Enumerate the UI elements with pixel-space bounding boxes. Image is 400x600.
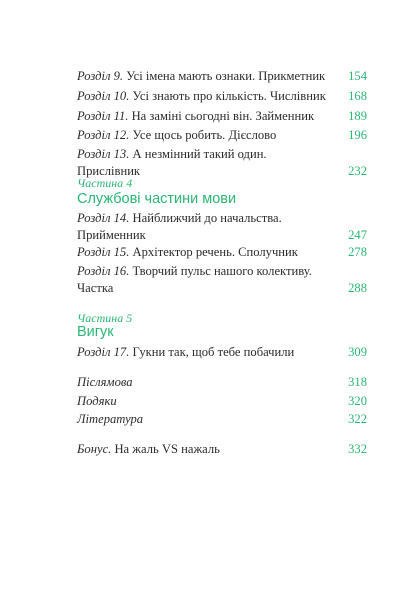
chapter-title: Архітектор речень. Сполучник	[129, 245, 298, 259]
part-5-label: Частина 5	[77, 311, 133, 325]
part-5-title: Вигук	[77, 324, 114, 340]
chapter-title: На заміні сьогодні він. Займенник	[128, 109, 315, 123]
chapter-title: А незмінний такий один. Прислівник	[77, 147, 267, 178]
toc-entry-text	[77, 441, 367, 458]
page-number: 320	[348, 394, 367, 408]
toc-entry-chapter-15[interactable]	[77, 244, 367, 261]
chapter-label: Розділ 16.	[77, 264, 130, 278]
part-4-title: Службові частини мови	[77, 191, 237, 207]
page-number: 288	[348, 281, 367, 295]
toc-entry-chapter-10[interactable]	[77, 88, 367, 105]
toc-entry-text	[77, 344, 367, 361]
toc-entry-chapter-17[interactable]	[77, 344, 367, 361]
chapter-label: Розділ 17.	[77, 345, 130, 359]
toc-entry-chapter-9[interactable]	[77, 68, 367, 85]
page-number: 196	[348, 128, 367, 142]
toc-entry-text	[77, 146, 367, 180]
toc-entry-text	[77, 68, 367, 85]
part-4-label: Частина 4	[77, 176, 133, 190]
toc-entry-text	[77, 411, 367, 428]
toc-entry-chapter-14[interactable]	[77, 210, 367, 244]
chapter-label: Розділ 14.	[77, 211, 130, 225]
page-number: 318	[348, 375, 367, 389]
page-number: 278	[348, 245, 367, 259]
toc-entry-text	[77, 374, 367, 391]
toc-entry-literature[interactable]	[77, 411, 367, 428]
chapter-title: Найближчий до начальства. Прийменник	[77, 211, 282, 242]
chapter-title: Творчий пульс нашого колективу. Частка	[77, 264, 312, 295]
entry-title: На жаль VS нажаль	[111, 442, 220, 456]
toc-entry-text	[77, 393, 367, 410]
entry-label: Література	[77, 412, 144, 426]
page-number: 232	[348, 164, 367, 178]
chapter-title: Усі знають про кількість. Числівник	[129, 89, 326, 103]
chapter-label: Розділ 15.	[77, 245, 130, 259]
chapter-label: Розділ 12.	[77, 128, 130, 142]
toc-entry-text	[77, 88, 367, 105]
chapter-label: Розділ 11.	[77, 109, 129, 123]
toc-entry-afterword[interactable]	[77, 374, 367, 391]
entry-label: Післямова	[77, 375, 133, 389]
chapter-title: Гукни так, щоб тебе побачили	[129, 345, 295, 359]
page-number: 322	[348, 412, 367, 426]
page-number: 189	[348, 109, 367, 123]
page-number: 168	[348, 89, 367, 103]
toc-entry-bonus[interactable]	[77, 441, 367, 458]
chapter-label: Розділ 9.	[77, 69, 124, 83]
entry-label: Подяки	[77, 394, 117, 408]
page-number: 247	[348, 228, 367, 242]
toc-entry-text	[77, 263, 367, 297]
toc-entry-text	[77, 210, 367, 244]
toc-entry-chapter-12[interactable]	[77, 127, 367, 144]
page-number: 332	[348, 442, 367, 456]
page-number: 154	[348, 69, 367, 83]
toc-entry-text	[77, 108, 367, 125]
entry-label: Бонус.	[77, 442, 112, 456]
chapter-label: Розділ 13.	[77, 147, 130, 161]
chapter-title: Усе щось робить. Дієслово	[129, 128, 277, 142]
toc-entry-text	[77, 244, 367, 261]
chapter-title: Усі імена мають ознаки. Прикметник	[123, 69, 326, 83]
toc-entry-chapter-11[interactable]	[77, 108, 367, 125]
toc-entry-text	[77, 127, 367, 144]
toc-entry-chapter-16[interactable]	[77, 263, 367, 297]
toc-entry-chapter-13[interactable]	[77, 146, 367, 180]
chapter-label: Розділ 10.	[77, 89, 130, 103]
page-number: 309	[348, 345, 367, 359]
toc-entry-acknowledgements[interactable]	[77, 393, 367, 410]
